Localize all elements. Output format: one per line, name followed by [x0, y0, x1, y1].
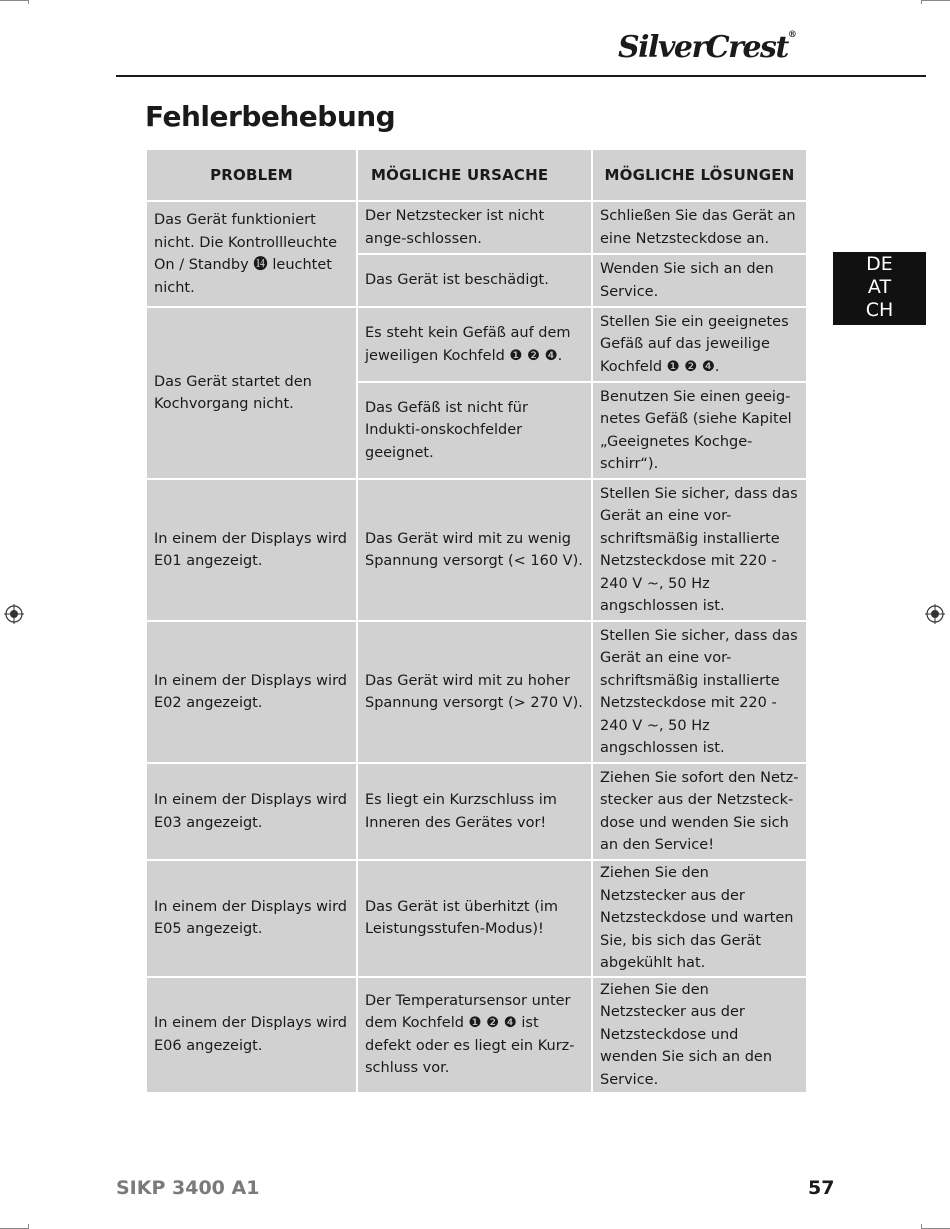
solution-cell: Ziehen Sie den Netzstecker aus der Netzsteckdose und wenden Sie sich an den Service. — [592, 977, 807, 1094]
language-code-ch: CH — [865, 299, 894, 321]
problem-cell: In einem der Displays wird E02 angezeigt. — [146, 621, 357, 763]
solution-cell: Stellen Sie sicher, dass das Gerät an eine vor-schriftsmäßig installierte Netzsteckdose mit 220 - 240 V ~, 50 Hz angschlossen ist. — [592, 479, 807, 621]
page-title: Fehlerbehebung — [145, 100, 396, 133]
cause-cell: Der Temperatursensor unter dem Kochfeld ❶ ❷ ❹ ist defekt oder es liegt ein Kurz-schluss vor. — [357, 977, 592, 1094]
crop-mark — [28, 0, 29, 4]
crop-mark — [0, 0, 28, 1]
problem-cell: Das Gerät startet den Kochvorgang nicht. — [146, 307, 357, 479]
footer-model: SIKP 3400 A1 — [116, 1177, 260, 1199]
table-row — [146, 977, 807, 1094]
brand-logo — [618, 30, 797, 65]
solution-cell: Stellen Sie ein geeignetes Gefäß auf das jeweilige Kochfeld ❶ ❷ ❹. — [592, 307, 807, 382]
problem-cell: In einem der Displays wird E06 angezeigt. — [146, 977, 357, 1094]
table-row — [146, 621, 807, 763]
header-cause: MÖGLICHE URSACHE — [357, 149, 592, 201]
registered-mark: ® — [787, 30, 797, 40]
solution-cell: Stellen Sie sicher, dass das Gerät an eine vor-schriftsmäßig installierte Netzsteckdose mit 220 - 240 V ~, 50 Hz angschlossen ist. — [592, 621, 807, 763]
table-row — [146, 307, 807, 382]
problem-cell: Das Gerät funktioniert nicht. Die Kontrollleuchte On / Standby ⓮ leuchtet nicht. — [146, 201, 357, 307]
language-tab — [833, 252, 926, 325]
registration-mark-icon — [925, 604, 945, 624]
table-row — [146, 479, 807, 621]
cause-cell: Der Netzstecker ist nicht ange-schlossen. — [357, 201, 592, 254]
page-number: 57 — [808, 1177, 835, 1199]
troubleshooting-table — [145, 148, 808, 1094]
problem-cell: In einem der Displays wird E05 angezeigt. — [146, 860, 357, 977]
solution-cell: Ziehen Sie den Netzstecker aus der Netzsteckdose und warten Sie, bis sich das Gerät abgekühlt hat. — [592, 860, 807, 977]
cause-cell: Das Gerät wird mit zu wenig Spannung versorgt (< 160 V). — [357, 479, 592, 621]
solution-cell: Schließen Sie das Gerät an eine Netzsteckdose an. — [592, 201, 807, 254]
solution-cell: Benutzen Sie einen geeig-netes Gefäß (siehe Kapitel „Geeignetes Kochge-schirr“). — [592, 382, 807, 479]
header-rule — [116, 75, 926, 77]
problem-cell: In einem der Displays wird E03 angezeigt. — [146, 763, 357, 860]
header-problem: PROBLEM — [146, 149, 357, 201]
registration-mark-icon — [4, 604, 24, 624]
table-header-row — [146, 149, 807, 201]
crop-mark — [922, 0, 950, 1]
cause-cell: Das Gerät ist überhitzt (im Leistungsstufen-Modus)! — [357, 860, 592, 977]
table-row — [146, 763, 807, 860]
table-row — [146, 201, 807, 254]
table-row — [146, 860, 807, 977]
cause-cell: Es liegt ein Kurzschluss im Inneren des Gerätes vor! — [357, 763, 592, 860]
cause-cell: Das Gerät wird mit zu hoher Spannung versorgt (> 270 V). — [357, 621, 592, 763]
solution-cell: Ziehen Sie sofort den Netz-stecker aus der Netzsteck-dose und wenden Sie sich an den Service! — [592, 763, 807, 860]
cause-cell: Das Gefäß ist nicht für Indukti-onskochfelder geeignet. — [357, 382, 592, 479]
solution-cell: Wenden Sie sich an den Service. — [592, 254, 807, 307]
language-code-at: AT — [867, 276, 892, 298]
problem-cell: In einem der Displays wird E01 angezeigt. — [146, 479, 357, 621]
cause-cell: Das Gerät ist beschädigt. — [357, 254, 592, 307]
header-solution: MÖGLICHE LÖSUNGEN — [592, 149, 807, 201]
brand-name: SilverCrest — [618, 30, 788, 65]
cause-cell: Es steht kein Gefäß auf dem jeweiligen Kochfeld ❶ ❷ ❹. — [357, 307, 592, 382]
language-code-de: DE — [866, 253, 893, 275]
crop-mark — [28, 1224, 29, 1229]
